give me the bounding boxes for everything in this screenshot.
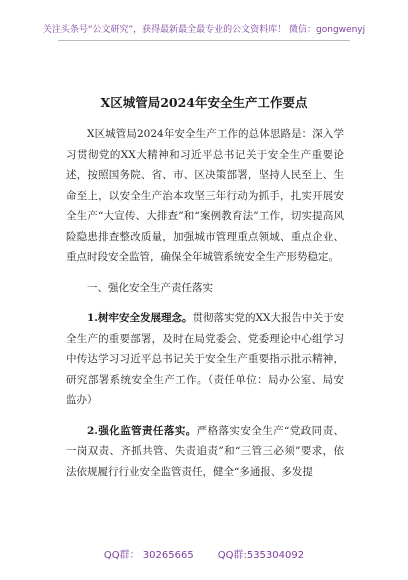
item-paragraph-2 [66, 421, 344, 483]
footer-qq-group-2: QQ群:535304092 [217, 550, 305, 561]
item-text-1: 贯彻落实党的XX大报告中关于安全生产的重要部署，及时在局党委会、党委理论中心组学习中传达学习习近平总书记关于安全生产重要指示批示精神，研究部署系统安全生产工作。（责任单位：局办公室、局安监办） [66, 312, 344, 406]
document-title: X区城管局2024年安全生产工作要点 [100, 95, 308, 110]
item-paragraph-1 [66, 308, 344, 411]
footer-qq-group-1: QQ群： 30265665 [103, 550, 194, 561]
item-text-2: 严格落实安全生产“党政同责、一岗双责、齐抓共管、失责追责”和“三管三必须”要求，依法依规履行行业安全监管责任，健全“多通报、多发提 [66, 424, 344, 478]
header-divider [58, 40, 350, 41]
intro-paragraph: X区城管局2024年安全生产工作的总体思路是：深入学习贯彻党的XX大精神和习近平总书记关于安全生产重要论述，按照国务院、省、市、区决策部署，坚持人民至上、生命至上，以安全生产治本攻坚三年行动为抓手，扎实开展安全生产“大宣传、大排查”和“案例教育法”工作，切实提高风险隐患排查整改质量，加强城市管理重点领域、重点企业、重点时段安全监管，确保全年城管系统安全生产形势稳定。 [66, 128, 344, 263]
section-heading: 一、强化安全生产责任落实 [87, 281, 213, 294]
item-lead-1: 1.树牢安全发展理念。 [87, 312, 193, 324]
document-body [66, 124, 344, 482]
header-notice: 关注头条号“公文研究”，获得最新最全最专业的公文资料库！ 微信：gongwenyj [42, 25, 366, 35]
footer [0, 546, 408, 561]
item-lead-2: 2.强化监管责任落实。 [87, 424, 197, 437]
